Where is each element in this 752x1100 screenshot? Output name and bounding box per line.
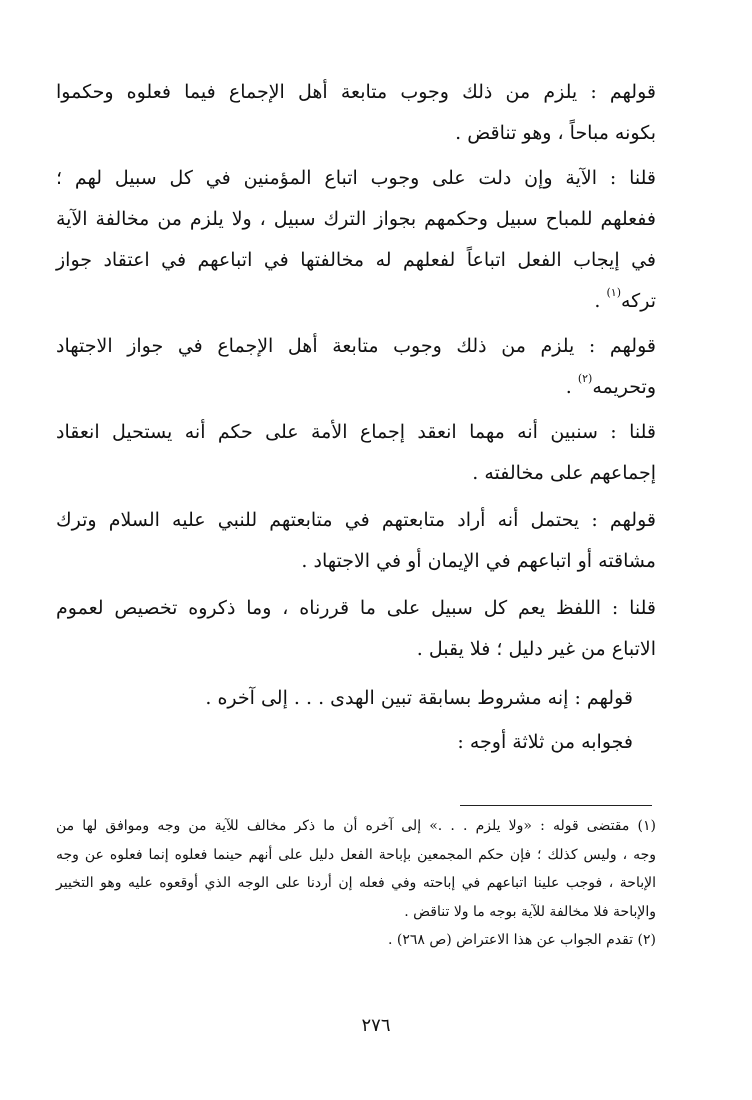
footnote-line: (١) مقتضى قوله : «ولا يلزم . . .» إلى آخره أن ما ذكر مخالف للآية من وجه وموافق لها من bbox=[56, 818, 656, 834]
line-text: تركه bbox=[620, 290, 656, 312]
page-number: ٢٧٦ bbox=[361, 1015, 391, 1036]
footnote-line: والإباحة فلا مخالفة للآية بوجه ما ولا تناقض . bbox=[404, 903, 656, 920]
paragraph bbox=[56, 412, 656, 494]
text-line: إجماعهم على مخالفته . bbox=[472, 462, 656, 484]
text-line: قولهم : يلزم من ذلك وجوب متابعة أهل الإجماع فيما فعلوه وحكموا bbox=[56, 81, 656, 103]
text-line: مشاقته أو اتباعهم في الإيمان أو في الاجتهاد . bbox=[301, 550, 656, 572]
footnote-reference: (٢) bbox=[577, 372, 593, 385]
paragraph bbox=[56, 722, 633, 763]
footnote-line: وجه ، وليس كذلك ؛ فإن حكم المجمعين بإباحة الفعل دليل على أنهم حينما فعلوه إنما فعلوه عن وجه bbox=[56, 846, 656, 863]
text-line bbox=[56, 281, 656, 324]
line-end: . bbox=[594, 290, 607, 312]
paragraph bbox=[56, 158, 656, 324]
paragraph bbox=[56, 326, 656, 410]
footnote-line: الإباحة ، فوجب علينا اتباعهم في إباحته وفي فعله إن أردنا على الوجه الذي أوقعوه عليه وهو التخيير bbox=[56, 875, 656, 891]
text-line: قلنا : الآية وإن دلت على وجوب اتباع المؤمنين في كل سبيل لهم ؛ bbox=[56, 167, 656, 189]
text-line: قولهم : يلزم من ذلك وجوب متابعة أهل الإجماع في جواز الاجتهاد bbox=[56, 335, 656, 357]
text-line: قلنا : سنبين أنه مهما انعقد إجماع الأمة على حكم أنه يستحيل انعقاد bbox=[56, 421, 656, 443]
line-text: وتحريمه bbox=[592, 376, 656, 398]
paragraph bbox=[56, 72, 656, 154]
text-line: الاتباع من غير دليل ؛ فلا يقبل . bbox=[416, 638, 656, 660]
paragraph bbox=[56, 588, 656, 670]
text-line: ففعلهم للمباح سبيل وحكمهم بجواز الترك سبيل ، ولا يلزم من مخالفة الآية bbox=[56, 208, 656, 230]
text-line: قلنا : اللفظ يعم كل سبيل على ما قررناه ، وما ذكروه تخصيص لعموم bbox=[56, 597, 656, 619]
text-line: بكونه مباحاً ، وهو تناقض . bbox=[455, 122, 656, 144]
footnote-line: (٢) تقدم الجواب عن هذا الاعتراض (ص ٢٦٨) . bbox=[387, 932, 656, 948]
text-line bbox=[56, 367, 656, 410]
text-line: قولهم : يحتمل أنه أراد متابعتهم في متابعتهم للنبي عليه السلام وترك bbox=[56, 509, 656, 531]
footnote-reference: (١) bbox=[606, 286, 621, 299]
text-line: فجوابه من ثلاثة أوجه : bbox=[457, 731, 633, 753]
text-line: في إيجاب الفعل اتباعاً لفعلهم له مخالفتها في اتباعهم في اعتقاد جواز bbox=[56, 249, 656, 271]
footnote-separator bbox=[460, 805, 652, 806]
text-line: قولهم : إنه مشروط بسابقة تبين الهدى . . . إلى آخره . bbox=[205, 687, 633, 709]
paragraph bbox=[56, 678, 633, 719]
footnotes bbox=[56, 812, 656, 955]
paragraph bbox=[56, 500, 656, 582]
line-end: . bbox=[565, 376, 578, 398]
